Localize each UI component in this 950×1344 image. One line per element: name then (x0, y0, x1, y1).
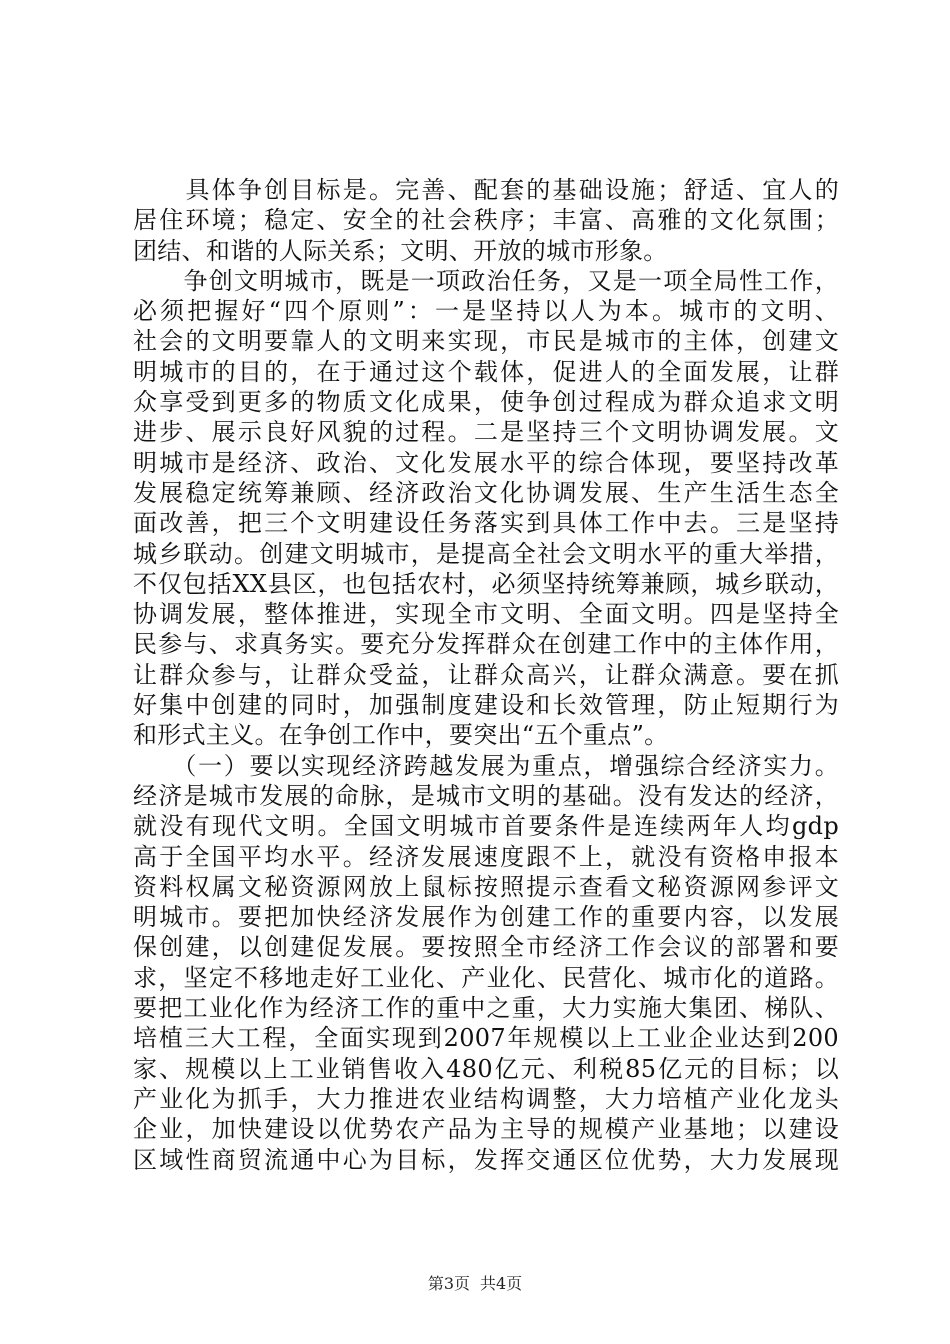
text-line: 经济是城市发展的命脉，是城市文明的基础。没有发达的经济， (133, 781, 839, 810)
text-line: 具体争创目标是。完善、配套的基础设施；舒适、宜人的 (133, 176, 839, 204)
text-line: 高于全国平均水平。经济发展速度跟不上，就没有资格申报本 (133, 842, 839, 871)
paragraph-1 (133, 175, 839, 266)
text-line: 产业化为抓手，大力推进农业结构调整，大力培植产业化龙头 (133, 1084, 839, 1113)
document-body (133, 175, 839, 1175)
text-line: 让群众参与，让群众受益，让群众高兴，让群众满意。要在抓 (133, 660, 839, 689)
text-line: 必须把握好“四个原则”：一是坚持以人为本。城市的文明、 (133, 297, 839, 326)
text-line: 求，坚定不移地走好工业化、产业化、民营化、城市化的道路。 (133, 963, 839, 992)
text-line: 明城市。要把加快经济发展作为创建工作的重要内容，以发展 (133, 903, 839, 932)
text-line: 明城市是经济、政治、文化发展水平的综合体现，要坚持改革 (133, 448, 839, 477)
text-line: 区域性商贸流通中心为目标，发挥交通区位优势，大力发展现 (133, 1145, 839, 1174)
text-line: 就没有现代文明。全国文明城市首要条件是连续两年人均gdp (133, 812, 839, 841)
text-line: 家、规模以上工业销售收入480亿元、利税85亿元的目标；以 (133, 1054, 839, 1083)
paragraph-2 (133, 266, 839, 751)
text-line: 企业，加快建设以优势农产品为主导的规模产业基地；以建设 (133, 1115, 839, 1144)
text-line: 要把工业化作为经济工作的重中之重，大力实施大集团、梯队、 (133, 994, 839, 1023)
paragraph-3 (133, 751, 839, 1175)
text-line: 资料权属文秘资源网放上鼠标按照提示查看文秘资源网参评文 (133, 872, 839, 901)
text-line: 城乡联动。创建文明城市，是提高全社会文明水平的重大举措， (133, 539, 839, 568)
text-line: 发展稳定统筹兼顾、经济政治文化协调发展、生产生活生态全 (133, 478, 839, 507)
text-line: 众享受到更多的物质文化成果，使争创过程成为群众追求文明 (133, 388, 839, 417)
page-total: 共4页 (480, 1274, 523, 1293)
text-line: 不仅包括XX县区，也包括农村，必须坚持统筹兼顾，城乡联动， (133, 569, 839, 598)
text-line: 团结、和谐的人际关系；文明、开放的城市形象。 (133, 236, 668, 265)
text-line: 培植三大工程，全面实现到2007年规模以上工业企业达到200 (133, 1024, 839, 1053)
text-line: （一）要以实现经济跨越发展为重点，增强综合经济实力。 (133, 751, 839, 780)
text-line: 进步、展示良好风貌的过程。二是坚持三个文明协调发展。文 (133, 418, 839, 447)
text-line: 面改善，把三个文明建设任务落实到具体工作中去。三是坚持 (133, 509, 839, 538)
text-line: 居住环境；稳定、安全的社会秩序；丰富、高雅的文化氛围； (133, 206, 839, 235)
page-number: 第3页 (427, 1274, 470, 1293)
text-line: 协调发展，整体推进，实现全市文明、全面文明。四是坚持全 (133, 600, 839, 629)
text-line: 明城市的目的，在于通过这个载体，促进人的全面发展，让群 (133, 357, 839, 386)
text-line: 保创建，以创建促发展。要按照全市经济工作会议的部署和要 (133, 933, 839, 962)
text-line: 社会的文明要靠人的文明来实现，市民是城市的主体，创建文 (133, 327, 839, 356)
text-line: 和形式主义。在争创工作中，要突出“五个重点”。 (133, 721, 669, 750)
page-footer (0, 1274, 950, 1294)
text-line: 好集中创建的同时，加强制度建设和长效管理，防止短期行为 (133, 691, 839, 720)
text-line: 民参与、求真务实。要充分发挥群众在创建工作中的主体作用， (133, 630, 839, 659)
text-line: 争创文明城市，既是一项政治任务，又是一项全局性工作， (133, 266, 839, 295)
